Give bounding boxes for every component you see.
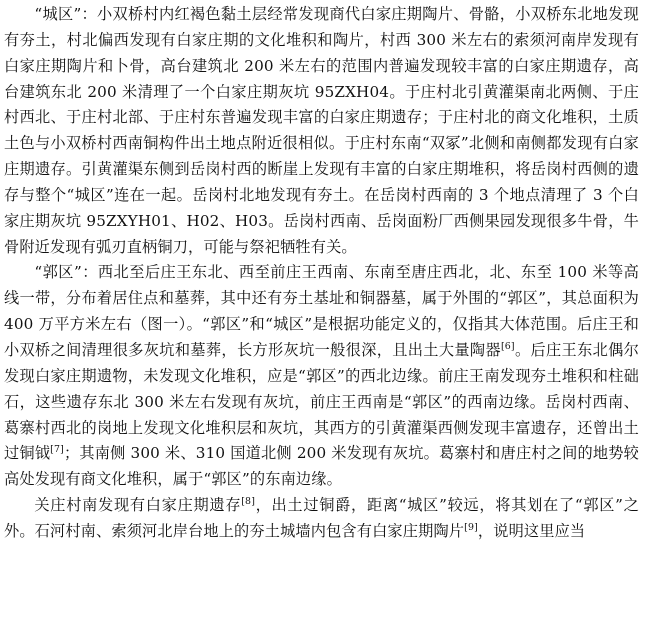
paragraph-text: ；其南侧 300 米、310 国道北侧 200 米发现有灰坑。葛寨村和唐庄村之间的地势较高处发现有商文化堆积，属于“郭区”的东南边缘。 (4, 444, 640, 489)
paragraph-text: “郭区”：西北至后庄王东北、西至前庄王西南、东南至唐庄西北，北、东至 100 米等高线一带，分布着居住点和墓葬，其中还有夯土基址和铜器墓，属于外围的“郭区”，其总面积为 400 万平方米左右（图一）。“郭区”和“城区”是根据功能定义的，仅指其大体范围。后庄王和小双桥之间清理很多灰坑和墓葬，长方形灰坑一般很深，且出土大量陶器 (4, 263, 639, 359)
footnote-ref-8[interactable]: [8] (241, 495, 256, 507)
footnote-ref-7[interactable]: [7] (50, 444, 64, 456)
footnote-ref-6[interactable]: [6] (500, 340, 515, 352)
footnote-ref-9[interactable]: [9] (464, 521, 478, 533)
paragraph-city-area (4, 2, 639, 260)
paragraph-guanzhuang (4, 493, 639, 545)
paragraph-text: 关庄村南发现有白家庄期遗存 (34, 496, 242, 515)
paragraph-text: ，说明这里应当 (477, 521, 586, 540)
paragraph-outer-area (4, 260, 639, 493)
paragraph-text: 。后庄王东北偶尔发现白家庄期遗物，未发现文化堆积，应是“郭区”的西北边缘。前庄王南发现夯土堆积和柱础石，这些遗存东北 300 米左右发现有灰坑，前庄王西南是“郭区”的西南边缘。岳岗村西南、葛寨村西北的岗地上发现文化堆积层和灰坑，其西方的引黄灌渠西侧发现丰富遗存，还曾出土过铜钺 (4, 340, 639, 463)
paragraph-text: “城区”：小双桥村内红褐色黏土层经常发现商代白家庄期陶片、骨骼，小双桥东北地发现有夯土，村北偏西发现有白家庄期的文化堆积和陶片，村西 300 米左右的索须河南岸发现有白家庄期陶片和卜骨，高台建筑北 200 米左右的范围内普遍发现较丰富的白家庄期遗存，高台建筑东北 200 米清理了一个白家庄期灰坑 95ZXH04。于庄村北引黄灌渠南北两侧、于庄村西北、于庄村北部、于庄村东普遍发现丰富的白家庄期遗存；于庄村北的商文化堆积，土质土色与小双桥村西南铜构件出土地点附近很相似。于庄村东南“双冢”北侧和南侧都发现有白家庄期遗存。引黄灌渠东侧到岳岗村西的断崖上发现有丰富的白家庄期堆积，将岳岗村西侧的遗存与整个“城区”连在一起。岳岗村北地发现有夯土。在岳岗村西南的 3 个地点清理了 3 个白家庄期灰坑 95ZXYH01、H02、H03。岳岗村西南、岳岗面粉厂西侧果园发现很多牛骨，牛骨附近发现有弧刃直柄铜刀，可能与祭祀牺牲有关。 (4, 5, 639, 256)
paragraph-text: ，出土过铜爵，距离“城区”较远，将其划在了“郭区”之外。石河村南、索须河北岸台地上的夯土城墙内包含有白家庄期陶片 (4, 496, 639, 540)
